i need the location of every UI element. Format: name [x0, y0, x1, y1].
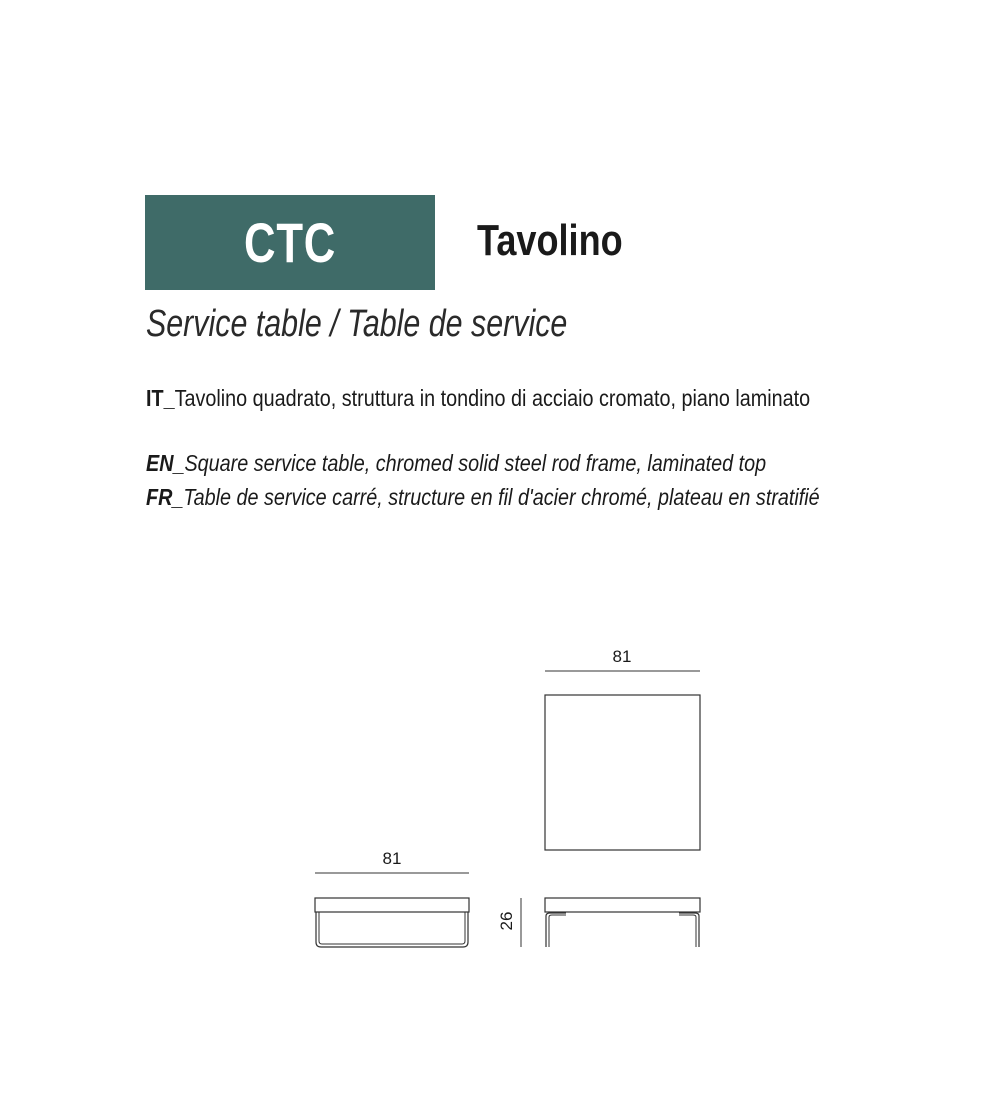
product-code: CTC [243, 211, 337, 274]
product-subtitle: Service table / Table de service [146, 303, 568, 345]
front-view-width-label: 81 [382, 849, 402, 868]
front-view-frame-inner [319, 912, 465, 944]
description-fr-text: Table de service carré, structure en fil d'acier chromé, plateau en stratifié [183, 484, 820, 510]
front-view [315, 849, 469, 947]
lang-tag-it: IT_ [146, 385, 175, 411]
lang-tag-en: EN_ [146, 450, 185, 476]
top-view-outline [545, 695, 700, 850]
height-label: 26 [497, 911, 516, 931]
lang-tag-fr: FR_ [146, 484, 184, 510]
height-dimension [497, 898, 521, 947]
side-view-top-panel [545, 898, 700, 912]
top-view-width-label: 81 [612, 647, 632, 666]
side-view [545, 898, 700, 947]
side-view-leg-left-inner [549, 915, 566, 947]
top-view [545, 647, 700, 850]
front-view-frame [316, 912, 468, 947]
description-en-text: Square service table, chromed solid steel rod frame, laminated top [184, 450, 767, 476]
side-view-leg-right-inner [679, 915, 696, 947]
product-name: Tavolino [477, 216, 623, 265]
front-view-top-panel [315, 898, 469, 912]
description-it-text: Tavolino quadrato, struttura in tondino di acciaio cromato, piano laminato [174, 385, 811, 411]
